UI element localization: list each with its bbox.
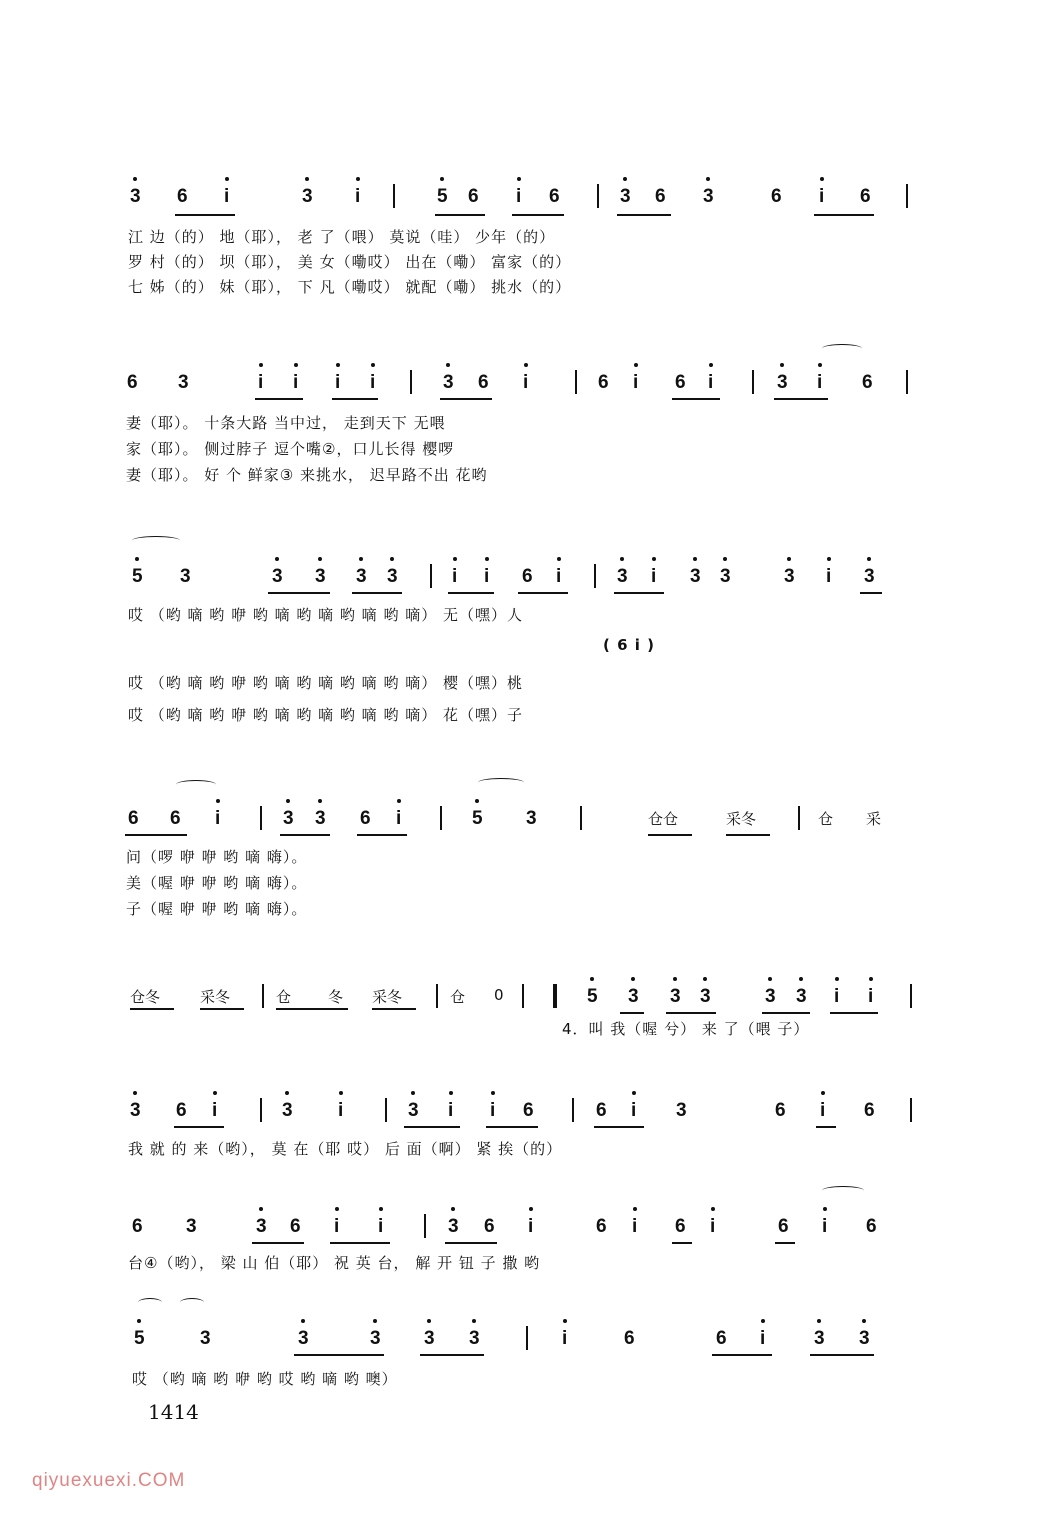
note: 3 — [628, 986, 639, 1008]
note: 3 — [670, 986, 681, 1008]
note: 3 — [356, 566, 367, 588]
music-system-1 — [0, 176, 1054, 216]
note: 6 — [127, 372, 138, 393]
note: 3 — [448, 1216, 459, 1238]
note: 3 — [617, 566, 628, 588]
note: 3 — [387, 566, 398, 588]
note: 5 — [132, 566, 143, 588]
lyric-line: 台④（哟）， 梁 山 伯（耶） 祝 英 台， 解 开 钮 子 撒 哟 — [128, 1254, 541, 1272]
music-system-2 — [0, 362, 1054, 402]
note: 3 — [178, 372, 189, 393]
note: 6 — [675, 1216, 686, 1237]
note: 3 — [703, 186, 714, 208]
note: i — [817, 372, 822, 394]
lyric-line: 妻（耶）。 好 个 鲜家③ 来挑水， 迟早路不出 花哟 — [126, 466, 488, 484]
note: 3 — [408, 1100, 419, 1122]
note: 3 — [526, 808, 537, 829]
note: 6 — [862, 372, 873, 393]
note: 3 — [370, 1328, 381, 1350]
note: 3 — [620, 186, 631, 208]
note: 3 — [180, 566, 191, 587]
music-system-4 — [0, 798, 1054, 838]
note: 3 — [315, 566, 326, 588]
note: 6 — [655, 186, 666, 207]
watermark: qiyuexuexi.COM — [32, 1470, 186, 1491]
note: 3 — [298, 1328, 309, 1350]
lyric-line: 妻（耶）。 十条大路 当中过， 走到天下 无喂 — [126, 414, 446, 432]
note: 3 — [302, 186, 313, 208]
note: 3 — [186, 1216, 197, 1237]
note: 6 — [596, 1100, 607, 1121]
percussion: 仓 — [818, 810, 834, 828]
lyric-line: 4．叫 我（喔 兮） 来 了（喂 子） — [562, 1020, 810, 1038]
note: i — [826, 566, 831, 588]
note: 6 — [478, 372, 489, 393]
note: 6 — [771, 186, 782, 207]
note: i — [334, 1216, 339, 1238]
note: i — [820, 1100, 825, 1122]
percussion: 采冬 — [372, 988, 403, 1006]
note: i — [335, 372, 340, 394]
lyric-line: 哎 （哟 嘀 哟 咿 哟 嘀 哟 嘀 哟 嘀 哟 嘀） 樱（嘿）桃 — [128, 674, 523, 692]
note: 3 — [272, 566, 283, 588]
percussion: 仓 — [276, 988, 292, 1006]
lyric-line: 哎 （哟 嘀 哟 咿 哟 嘀 哟 嘀 哟 嘀 哟 嘀） 无（嘿）人 — [128, 606, 523, 624]
page-number: 1414 — [148, 1400, 199, 1424]
note: 6 — [860, 186, 871, 207]
note: 6 — [549, 186, 560, 207]
music-system-6 — [0, 1090, 1054, 1130]
note: i — [258, 372, 263, 394]
variant-notes: ( 6 i ) — [603, 636, 655, 654]
music-system-8 — [0, 1318, 1054, 1358]
lyric-line: 家（耶）。 侧过脖子 逗个嘴②，口儿长得 樱啰 — [126, 440, 455, 458]
note: i — [370, 372, 375, 394]
note: i — [562, 1328, 567, 1350]
note: 3 — [690, 566, 701, 588]
percussion: 仓冬 — [130, 988, 161, 1006]
note: 6 — [176, 1100, 187, 1121]
note: 3 — [469, 1328, 480, 1350]
percussion: 仓 — [450, 988, 466, 1006]
percussion: 采冬 — [200, 988, 231, 1006]
percussion: 冬 — [328, 988, 344, 1006]
note: i — [708, 372, 713, 394]
note: 3 — [443, 372, 454, 394]
note: 6 — [170, 808, 181, 829]
note: 6 — [522, 566, 533, 587]
note: i — [516, 186, 521, 208]
percussion: 仓仓 — [648, 810, 679, 828]
lyric-line: 七 姊（的） 妹（耶）， 下 凡（嘞哎） 就配（嘞） 挑水（的） — [128, 278, 572, 296]
note: i — [490, 1100, 495, 1122]
note: i — [378, 1216, 383, 1238]
note: i — [868, 986, 873, 1008]
note: 6 — [468, 186, 479, 207]
lyric-line: 江 边（的） 地（耶）， 老 了（喂） 莫说（哇） 少年（的） — [128, 228, 556, 246]
note: i — [633, 372, 638, 394]
note: 3 — [814, 1328, 825, 1350]
note: 6 — [866, 1216, 877, 1237]
note: 6 — [864, 1100, 875, 1121]
note: 6 — [177, 186, 188, 207]
note: i — [452, 566, 457, 588]
note: 3 — [864, 566, 875, 588]
note: 3 — [200, 1328, 211, 1349]
note: 6 — [128, 808, 139, 829]
music-system-5 — [0, 976, 1054, 1016]
note: 3 — [720, 566, 731, 588]
note: 6 — [675, 372, 686, 393]
percussion: 0 — [494, 986, 504, 1004]
note: i — [215, 808, 220, 830]
note: 6 — [360, 808, 371, 829]
note: i — [819, 186, 824, 208]
note: 5 — [587, 986, 598, 1008]
lyric-line: 美（喔 咿 咿 哟 嘀 嗨）。 — [126, 874, 308, 892]
lyric-line: 哎 （哟 嘀 哟 咿 哟 哎 哟 嘀 哟 噢） — [132, 1370, 398, 1388]
note: i — [484, 566, 489, 588]
music-system-3 — [0, 556, 1054, 596]
note: i — [822, 1216, 827, 1238]
note: 3 — [130, 186, 141, 208]
note: i — [631, 1100, 636, 1122]
lyric-line: 我 就 的 来（哟）， 莫 在（耶 哎） 后 面（啊） 紧 挨（的） — [128, 1140, 563, 1158]
note: i — [632, 1216, 637, 1238]
note: 3 — [700, 986, 711, 1008]
note: 6 — [523, 1100, 534, 1121]
note: 6 — [778, 1216, 789, 1237]
note: 6 — [484, 1216, 495, 1237]
note: 3 — [283, 808, 294, 830]
note: i — [448, 1100, 453, 1122]
note: 6 — [598, 372, 609, 393]
note: 6 — [596, 1216, 607, 1237]
lyric-line: 子（喔 咿 咿 哟 嘀 嗨）。 — [126, 900, 308, 918]
percussion: 采 — [866, 810, 882, 828]
note: 3 — [796, 986, 807, 1008]
lyric-line: 罗 村（的） 坝（耶）， 美 女（嘞哎） 出在（嘞） 富家（的） — [128, 253, 572, 271]
note: i — [651, 566, 656, 588]
note: 3 — [676, 1100, 687, 1121]
note: 5 — [437, 186, 448, 208]
note: 3 — [424, 1328, 435, 1350]
note: i — [338, 1100, 343, 1122]
note: 3 — [256, 1216, 267, 1238]
note: i — [556, 566, 561, 588]
note: 6 — [716, 1328, 727, 1349]
note: 6 — [775, 1100, 786, 1121]
note: i — [834, 986, 839, 1008]
lyric-line: 哎 （哟 嘀 哟 咿 哟 嘀 哟 嘀 哟 嘀 哟 嘀） 花（嘿）子 — [128, 706, 523, 724]
note: 3 — [282, 1100, 293, 1122]
note: i — [396, 808, 401, 830]
note: 5 — [472, 808, 483, 830]
note: 3 — [859, 1328, 870, 1350]
note: 6 — [290, 1216, 301, 1237]
percussion: 采冬 — [726, 810, 757, 828]
note: i — [293, 372, 298, 394]
note: 5 — [134, 1328, 145, 1350]
music-system-7 — [0, 1206, 1054, 1246]
note: 3 — [777, 372, 788, 394]
lyric-line: 问（啰 咿 咿 哟 嘀 嗨）。 — [126, 848, 308, 866]
note: 6 — [132, 1216, 143, 1237]
note: 3 — [784, 566, 795, 588]
note: 3 — [130, 1100, 141, 1122]
note: i — [528, 1216, 533, 1238]
note: i — [523, 372, 528, 394]
note: i — [710, 1216, 715, 1238]
note: 3 — [315, 808, 326, 830]
note: 6 — [624, 1328, 635, 1349]
note: 3 — [765, 986, 776, 1008]
note: i — [224, 186, 229, 208]
note: i — [760, 1328, 765, 1350]
note: i — [212, 1100, 217, 1122]
note: i — [355, 186, 360, 208]
